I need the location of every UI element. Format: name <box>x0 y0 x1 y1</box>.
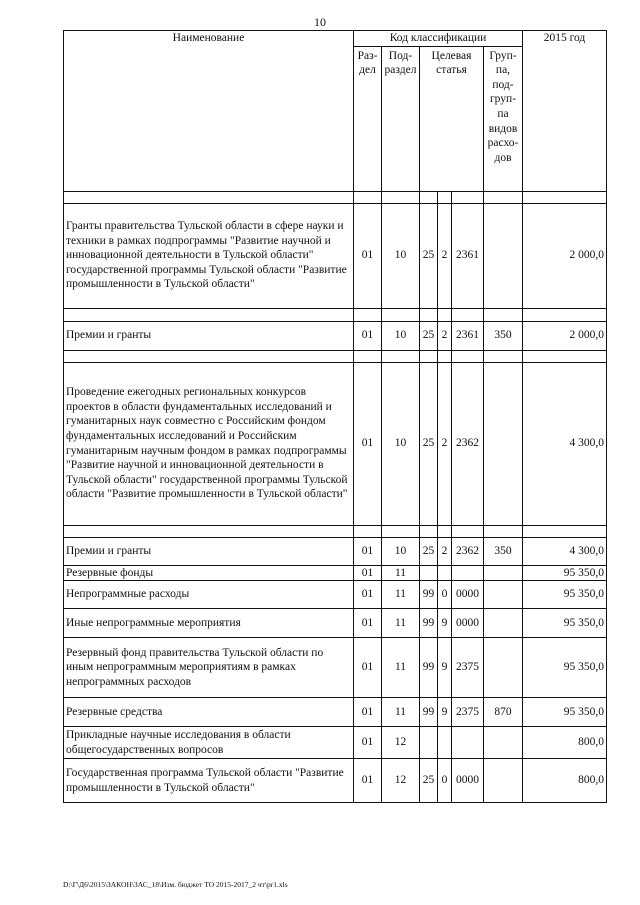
row-name: Непрограммные расходы <box>64 581 354 609</box>
row-podrazdel: 10 <box>382 321 420 350</box>
row-celevaya-subprogram: 2 <box>438 537 452 565</box>
row-celevaya-subprogram: 2 <box>438 203 452 308</box>
row-celevaya-subprogram: 9 <box>438 638 452 698</box>
header-row-1 <box>64 31 607 47</box>
row-celevaya-subprogram: 0 <box>438 581 452 609</box>
table-row <box>64 638 607 698</box>
row-celevaya-direction: 2375 <box>452 638 484 698</box>
row-vid-rashodov <box>484 203 523 308</box>
row-vid-rashodov: 350 <box>484 537 523 565</box>
row-podrazdel: 10 <box>382 537 420 565</box>
row-vid-rashodov <box>484 581 523 609</box>
row-celevaya-program <box>420 727 438 759</box>
row-name: Резервные средства <box>64 698 354 727</box>
row-razdel: 01 <box>354 581 382 609</box>
row-podrazdel: 11 <box>382 698 420 727</box>
row-amount: 800,0 <box>523 759 607 803</box>
table-row <box>64 537 607 565</box>
row-razdel: 01 <box>354 362 382 525</box>
row-podrazdel: 11 <box>382 565 420 581</box>
row-razdel: 01 <box>354 609 382 638</box>
table-row <box>64 581 607 609</box>
table-row <box>64 362 607 525</box>
row-celevaya-direction: 0000 <box>452 581 484 609</box>
row-celevaya-direction: 2361 <box>452 203 484 308</box>
page-number: 10 <box>314 15 326 29</box>
row-podrazdel: 10 <box>382 362 420 525</box>
row-celevaya-program: 25 <box>420 203 438 308</box>
row-vid-rashodov <box>484 727 523 759</box>
row-razdel: 01 <box>354 759 382 803</box>
spacer-row <box>64 191 607 203</box>
table-row <box>64 203 607 308</box>
row-vid-rashodov: 870 <box>484 698 523 727</box>
row-razdel: 01 <box>354 203 382 308</box>
row-celevaya-direction: 2362 <box>452 537 484 565</box>
row-amount: 95 350,0 <box>523 698 607 727</box>
row-celevaya-program: 99 <box>420 609 438 638</box>
row-celevaya-subprogram: 2 <box>438 362 452 525</box>
row-celevaya-program <box>420 565 438 581</box>
row-celevaya-direction: 0000 <box>452 759 484 803</box>
row-celevaya-program: 25 <box>420 362 438 525</box>
row-amount: 95 350,0 <box>523 638 607 698</box>
row-podrazdel: 11 <box>382 609 420 638</box>
row-celevaya-subprogram <box>438 565 452 581</box>
row-celevaya-subprogram: 2 <box>438 321 452 350</box>
row-celevaya-program: 99 <box>420 638 438 698</box>
row-name: Премии и гранты <box>64 537 354 565</box>
header-celevaya-statya: Целевая статья <box>420 46 484 191</box>
row-name: Проведение ежегодных региональных конкурсов проектов в области фундаментальных исследований и гуманитарных наук совместно с Российским фондом фундаментальных исследований и Российским гуманитарным научным фондом в рамках подпрограммы "Развитие научной и инновационной деятельности в Тульской области" государственной программы Тульской области "Развитие промышленности в Тульской области" <box>64 362 354 525</box>
row-celevaya-program: 99 <box>420 698 438 727</box>
row-podrazdel: 10 <box>382 203 420 308</box>
row-celevaya-direction: 2361 <box>452 321 484 350</box>
row-razdel: 01 <box>354 727 382 759</box>
row-celevaya-program: 25 <box>420 759 438 803</box>
row-amount: 800,0 <box>523 727 607 759</box>
header-name: Наименование <box>64 31 354 192</box>
row-name: Иные непрограммные мероприятия <box>64 609 354 638</box>
footer-file-path: D:\Г\Д6\2015\ЗАКОН\ЗАС_18\Изм. бюджет ТО 2015-2017_2 чт\pr1.xls <box>63 880 288 889</box>
header-code: Код классификации <box>354 31 523 47</box>
table-row <box>64 321 607 350</box>
row-amount: 4 300,0 <box>523 362 607 525</box>
row-vid-rashodov <box>484 759 523 803</box>
table-row <box>64 727 607 759</box>
row-name: Резервные фонды <box>64 565 354 581</box>
row-celevaya-program: 99 <box>420 581 438 609</box>
row-vid-rashodov: 350 <box>484 321 523 350</box>
row-amount: 95 350,0 <box>523 565 607 581</box>
row-razdel: 01 <box>354 565 382 581</box>
row-amount: 2 000,0 <box>523 321 607 350</box>
budget-table <box>63 30 607 803</box>
row-name: Прикладные научные исследования в области общегосударственных вопросов <box>64 727 354 759</box>
row-celevaya-subprogram <box>438 727 452 759</box>
row-celevaya-direction <box>452 565 484 581</box>
table-row <box>64 698 607 727</box>
spacer-row <box>64 525 607 537</box>
spacer-row <box>64 350 607 362</box>
row-vid-rashodov <box>484 609 523 638</box>
row-celevaya-subprogram: 9 <box>438 698 452 727</box>
row-name: Гранты правительства Тульской области в сфере науки и техники в рамках подпрограммы "Развитие научной и инновационной деятельности в Тульской области" государственной программы Тульской области "Развитие промышленности в Тульской области" <box>64 203 354 308</box>
row-amount: 4 300,0 <box>523 537 607 565</box>
header-vid-rashodov: Груп- па, под- груп- па видов расхо- дов <box>484 46 523 191</box>
table-row <box>64 565 607 581</box>
row-amount: 2 000,0 <box>523 203 607 308</box>
row-celevaya-direction: 2362 <box>452 362 484 525</box>
row-amount: 95 350,0 <box>523 581 607 609</box>
row-vid-rashodov <box>484 638 523 698</box>
row-razdel: 01 <box>354 321 382 350</box>
table-row <box>64 609 607 638</box>
row-vid-rashodov <box>484 362 523 525</box>
row-razdel: 01 <box>354 638 382 698</box>
row-podrazdel: 12 <box>382 727 420 759</box>
row-celevaya-subprogram: 0 <box>438 759 452 803</box>
row-podrazdel: 11 <box>382 638 420 698</box>
header-razdel: Раз- дел <box>354 46 382 191</box>
row-razdel: 01 <box>354 698 382 727</box>
spacer-row <box>64 308 607 321</box>
row-vid-rashodov <box>484 565 523 581</box>
row-celevaya-direction <box>452 727 484 759</box>
row-name: Государственная программа Тульской области "Развитие промышленности в Тульской области" <box>64 759 354 803</box>
row-celevaya-direction: 2375 <box>452 698 484 727</box>
row-podrazdel: 11 <box>382 581 420 609</box>
header-year: 2015 год <box>523 31 607 192</box>
row-name: Резервный фонд правительства Тульской области по иным непрограммным мероприятиям в рамках непрограммных расходов <box>64 638 354 698</box>
row-podrazdel: 12 <box>382 759 420 803</box>
header-podrazdel: Под- раздел <box>382 46 420 191</box>
row-celevaya-direction: 0000 <box>452 609 484 638</box>
row-name: Премии и гранты <box>64 321 354 350</box>
row-celevaya-subprogram: 9 <box>438 609 452 638</box>
row-razdel: 01 <box>354 537 382 565</box>
row-amount: 95 350,0 <box>523 609 607 638</box>
row-celevaya-program: 25 <box>420 537 438 565</box>
table-row <box>64 759 607 803</box>
row-celevaya-program: 25 <box>420 321 438 350</box>
